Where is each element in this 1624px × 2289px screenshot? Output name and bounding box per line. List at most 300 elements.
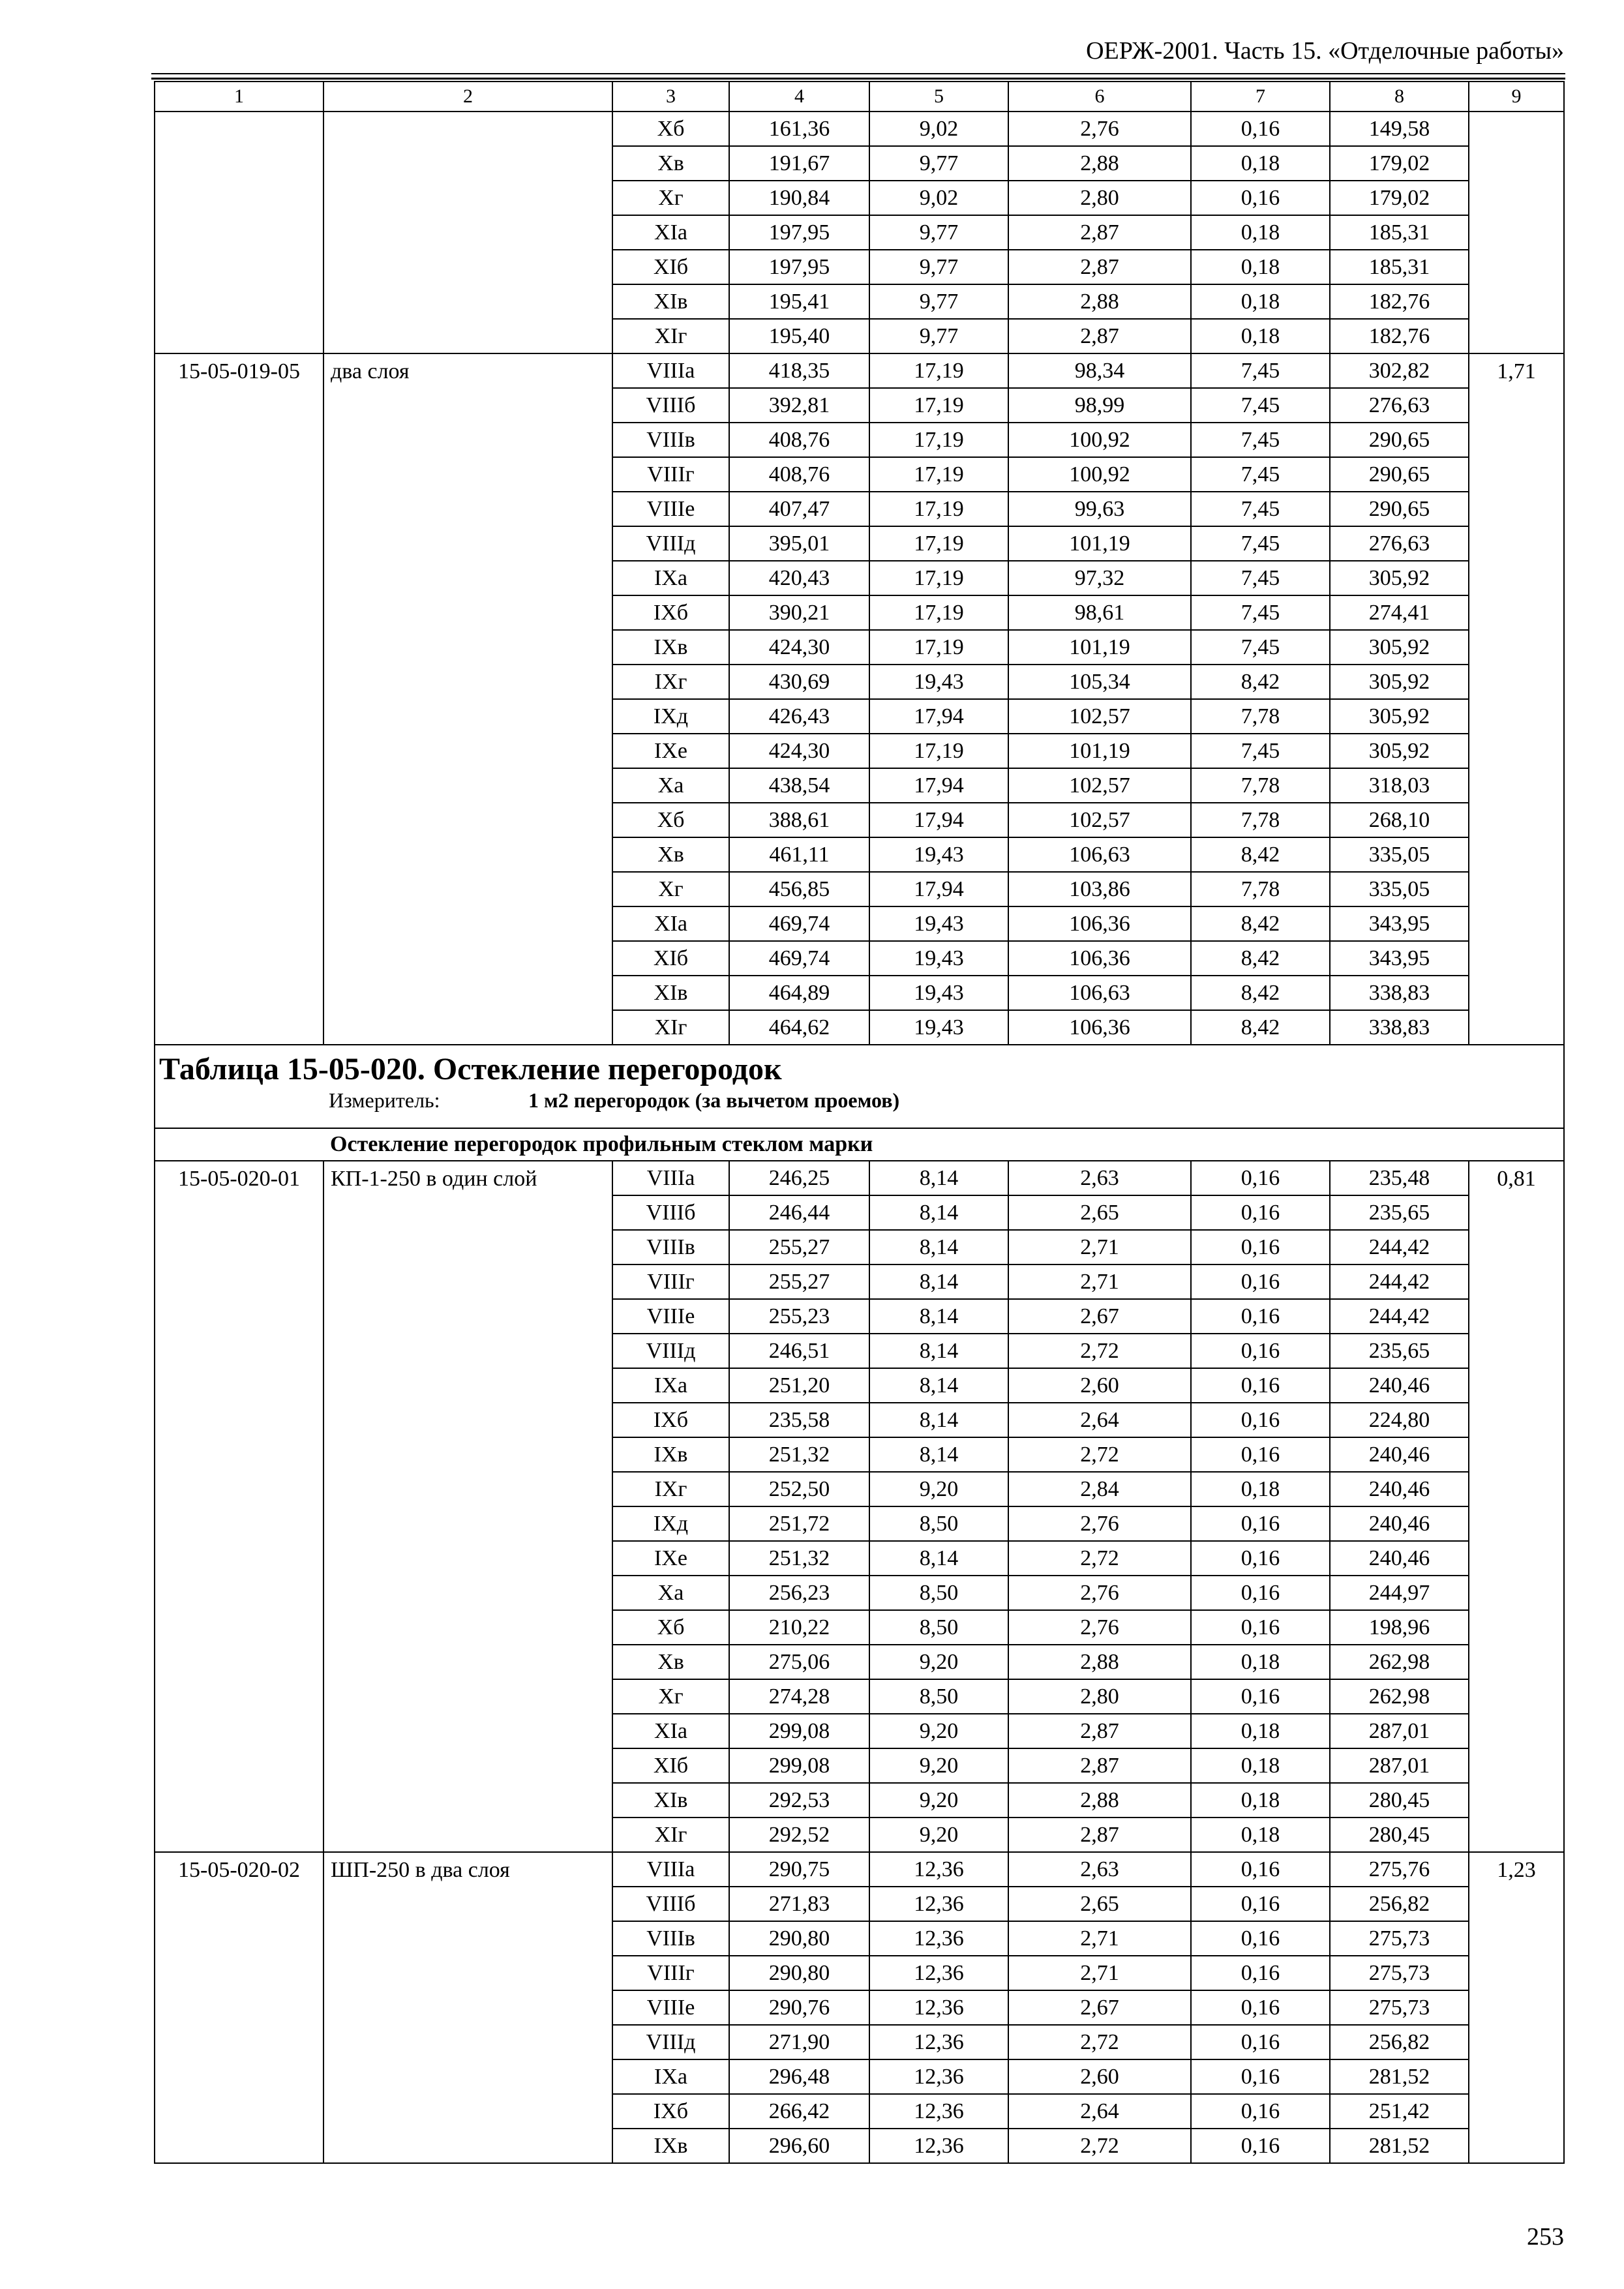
material-cost-cell: 240,46: [1330, 1506, 1469, 1541]
section-header-cell: [155, 1045, 1564, 1128]
material-cost-cell: 198,96: [1330, 1610, 1469, 1645]
operator-wage-cell: 0,16: [1191, 1541, 1330, 1576]
labor-wage-cell: 8,14: [869, 1541, 1008, 1576]
material-cost-cell: 305,92: [1330, 630, 1469, 665]
operator-wage-cell: 8,42: [1191, 941, 1330, 976]
machine-cost-cell: 2,87: [1008, 250, 1191, 284]
table-row: [155, 1852, 1564, 1887]
labor-wage-cell: 9,02: [869, 181, 1008, 215]
operator-wage-cell: 0,16: [1191, 1334, 1330, 1368]
operator-wage-cell: 0,18: [1191, 284, 1330, 319]
material-cost-cell: 302,82: [1330, 353, 1469, 388]
operator-wage-cell: 0,18: [1191, 146, 1330, 181]
operator-wage-cell: 0,16: [1191, 2129, 1330, 2163]
material-cost-cell: 281,52: [1330, 2059, 1469, 2094]
material-cost-cell: 280,45: [1330, 1818, 1469, 1852]
material-cost-cell: 335,05: [1330, 837, 1469, 872]
material-cost-cell: 305,92: [1330, 734, 1469, 768]
machine-cost-cell: 2,71: [1008, 1921, 1191, 1956]
machine-cost-cell: 102,57: [1008, 803, 1191, 837]
direct-cost-cell: 424,30: [729, 734, 869, 768]
labor-wage-cell: 17,19: [869, 630, 1008, 665]
zone-code-cell: IXа: [612, 2059, 729, 2094]
labor-wage-cell: 8,14: [869, 1230, 1008, 1264]
rate-name-cell: КП-1-250 в один слой: [323, 1161, 612, 1852]
operator-wage-cell: 0,18: [1191, 1472, 1330, 1506]
labor-wage-cell: 8,14: [869, 1403, 1008, 1437]
direct-cost-cell: 461,11: [729, 837, 869, 872]
machine-cost-cell: 2,76: [1008, 1576, 1191, 1610]
labor-wage-cell: 9,77: [869, 319, 1008, 353]
labor-wage-cell: 17,94: [869, 803, 1008, 837]
table-row: [155, 1161, 1564, 1195]
machine-cost-cell: 2,71: [1008, 1956, 1191, 1990]
material-cost-cell: 262,98: [1330, 1645, 1469, 1679]
zone-code-cell: Xв: [612, 146, 729, 181]
operator-wage-cell: 0,16: [1191, 1437, 1330, 1472]
direct-cost-cell: 290,80: [729, 1921, 869, 1956]
zone-code-cell: VIIIд: [612, 2025, 729, 2059]
material-cost-cell: 224,80: [1330, 1403, 1469, 1437]
machine-cost-cell: 106,36: [1008, 906, 1191, 941]
operator-wage-cell: 8,42: [1191, 906, 1330, 941]
section-header-row: [155, 1045, 1564, 1128]
machine-cost-cell: 2,88: [1008, 284, 1191, 319]
machine-cost-cell: 100,92: [1008, 423, 1191, 457]
labor-wage-cell: 19,43: [869, 837, 1008, 872]
direct-cost-cell: 255,27: [729, 1230, 869, 1264]
material-cost-cell: 343,95: [1330, 941, 1469, 976]
material-cost-cell: 182,76: [1330, 284, 1469, 319]
labor-wage-cell: 17,94: [869, 699, 1008, 734]
operator-wage-cell: 7,45: [1191, 630, 1330, 665]
direct-cost-cell: 235,58: [729, 1403, 869, 1437]
direct-cost-cell: 161,36: [729, 112, 869, 146]
direct-cost-cell: 290,75: [729, 1852, 869, 1887]
machine-cost-cell: 102,57: [1008, 699, 1191, 734]
zone-code-cell: Xб: [612, 803, 729, 837]
machine-cost-cell: 2,76: [1008, 1610, 1191, 1645]
column-number-2: 2: [323, 82, 612, 112]
zone-code-cell: IXв: [612, 2129, 729, 2163]
machine-cost-cell: 103,86: [1008, 872, 1191, 906]
direct-cost-cell: 418,35: [729, 353, 869, 388]
labor-wage-cell: 8,14: [869, 1437, 1008, 1472]
labor-wage-cell: 19,43: [869, 665, 1008, 699]
labor-wage-cell: 9,77: [869, 250, 1008, 284]
direct-cost-cell: 255,23: [729, 1299, 869, 1334]
machine-cost-cell: 97,32: [1008, 561, 1191, 595]
operator-wage-cell: 0,16: [1191, 1610, 1330, 1645]
zone-code-cell: VIIIг: [612, 1956, 729, 1990]
material-cost-cell: 240,46: [1330, 1472, 1469, 1506]
direct-cost-cell: 407,47: [729, 492, 869, 526]
material-cost-cell: 290,65: [1330, 457, 1469, 492]
zone-code-cell: IXд: [612, 699, 729, 734]
direct-cost-cell: 430,69: [729, 665, 869, 699]
direct-cost-cell: 392,81: [729, 388, 869, 423]
machine-cost-cell: 2,63: [1008, 1161, 1191, 1195]
zone-code-cell: VIIIб: [612, 1195, 729, 1230]
zone-code-cell: VIIIв: [612, 1921, 729, 1956]
machine-cost-cell: 2,65: [1008, 1195, 1191, 1230]
operator-wage-cell: 0,16: [1191, 1956, 1330, 1990]
labor-wage-cell: 9,20: [869, 1645, 1008, 1679]
labor-wage-cell: 17,94: [869, 768, 1008, 803]
operator-wage-cell: 0,16: [1191, 1852, 1330, 1887]
zone-code-cell: IXв: [612, 630, 729, 665]
labor-wage-cell: 17,19: [869, 595, 1008, 630]
labor-wage-cell: 9,20: [869, 1748, 1008, 1783]
labor-wage-cell: 8,50: [869, 1610, 1008, 1645]
rate-name-cell: два слоя: [323, 353, 612, 1045]
zone-code-cell: VIIIе: [612, 1299, 729, 1334]
material-cost-cell: 287,01: [1330, 1748, 1469, 1783]
machine-cost-cell: 99,63: [1008, 492, 1191, 526]
machine-cost-cell: 98,61: [1008, 595, 1191, 630]
direct-cost-cell: 251,32: [729, 1437, 869, 1472]
material-cost-cell: 244,42: [1330, 1230, 1469, 1264]
zone-code-cell: XIг: [612, 1818, 729, 1852]
machine-cost-cell: 2,87: [1008, 215, 1191, 250]
operator-wage-cell: 8,42: [1191, 1010, 1330, 1045]
material-cost-cell: 305,92: [1330, 561, 1469, 595]
measure-line: [159, 1088, 1559, 1117]
table-row: [155, 112, 1564, 146]
direct-cost-cell: 290,80: [729, 1956, 869, 1990]
machine-cost-cell: 2,64: [1008, 1403, 1191, 1437]
operator-wage-cell: 7,45: [1191, 457, 1330, 492]
operator-wage-cell: 7,45: [1191, 595, 1330, 630]
labor-wage-cell: 17,19: [869, 492, 1008, 526]
rate-code-cell: 15-05-020-01: [155, 1161, 323, 1852]
rate-code-cell: 15-05-019-05: [155, 353, 323, 1045]
labor-wage-cell: 8,50: [869, 1506, 1008, 1541]
direct-cost-cell: 420,43: [729, 561, 869, 595]
zone-code-cell: VIIIб: [612, 388, 729, 423]
zone-code-cell: IXе: [612, 1541, 729, 1576]
labor-wage-cell: 17,19: [869, 561, 1008, 595]
direct-cost-cell: 292,52: [729, 1818, 869, 1852]
labor-wage-cell: 8,14: [869, 1334, 1008, 1368]
material-cost-cell: 262,98: [1330, 1679, 1469, 1714]
measure-label: Измеритель:: [329, 1088, 440, 1112]
material-cost-cell: 318,03: [1330, 768, 1469, 803]
direct-cost-cell: 197,95: [729, 250, 869, 284]
machine-cost-cell: 105,34: [1008, 665, 1191, 699]
machine-cost-cell: 100,92: [1008, 457, 1191, 492]
measure-value: 1 м2 перегородок (за вычетом проемов): [528, 1088, 900, 1112]
operator-wage-cell: 0,16: [1191, 1990, 1330, 2025]
direct-cost-cell: 197,95: [729, 215, 869, 250]
material-cost-cell: 244,42: [1330, 1264, 1469, 1299]
machine-cost-cell: 2,63: [1008, 1852, 1191, 1887]
material-cost-cell: 240,46: [1330, 1541, 1469, 1576]
direct-cost-cell: 246,51: [729, 1334, 869, 1368]
direct-cost-cell: 191,67: [729, 146, 869, 181]
operator-wage-cell: 0,18: [1191, 215, 1330, 250]
zone-code-cell: XIг: [612, 1010, 729, 1045]
column-number-9: 9: [1469, 82, 1564, 112]
labor-wage-cell: 9,20: [869, 1714, 1008, 1748]
operator-wage-cell: 7,78: [1191, 872, 1330, 906]
material-cost-cell: 274,41: [1330, 595, 1469, 630]
direct-cost-cell: 456,85: [729, 872, 869, 906]
zone-code-cell: Xв: [612, 1645, 729, 1679]
zone-code-cell: Xв: [612, 837, 729, 872]
zone-code-cell: XIб: [612, 250, 729, 284]
column-number-3: 3: [612, 82, 729, 112]
labor-wage-cell: 8,14: [869, 1264, 1008, 1299]
labor-wage-cell: 9,77: [869, 146, 1008, 181]
page-number: 253: [1527, 2223, 1564, 2251]
column-number-5: 5: [869, 82, 1008, 112]
machine-cost-cell: 2,87: [1008, 1748, 1191, 1783]
operator-wage-cell: 0,18: [1191, 1818, 1330, 1852]
material-cost-cell: 244,97: [1330, 1576, 1469, 1610]
direct-cost-cell: 271,83: [729, 1887, 869, 1921]
operator-wage-cell: 0,18: [1191, 1748, 1330, 1783]
direct-cost-cell: 275,06: [729, 1645, 869, 1679]
operator-wage-cell: 0,16: [1191, 1576, 1330, 1610]
operator-wage-cell: 8,42: [1191, 665, 1330, 699]
zone-code-cell: VIIIе: [612, 1990, 729, 2025]
labor-wage-cell: 17,19: [869, 734, 1008, 768]
material-cost-cell: 182,76: [1330, 319, 1469, 353]
operator-wage-cell: 7,45: [1191, 388, 1330, 423]
labor-wage-cell: 9,77: [869, 284, 1008, 319]
operator-wage-cell: 0,18: [1191, 1783, 1330, 1818]
direct-cost-cell: 388,61: [729, 803, 869, 837]
operator-wage-cell: 0,16: [1191, 1161, 1330, 1195]
header-rule: [151, 73, 1565, 74]
zone-code-cell: IXа: [612, 561, 729, 595]
labor-wage-cell: 12,36: [869, 2025, 1008, 2059]
operator-wage-cell: 0,16: [1191, 1299, 1330, 1334]
operator-wage-cell: 0,16: [1191, 181, 1330, 215]
material-cost-cell: 275,73: [1330, 1990, 1469, 2025]
labor-wage-cell: 9,20: [869, 1818, 1008, 1852]
direct-cost-cell: 296,48: [729, 2059, 869, 2094]
direct-cost-cell: 195,41: [729, 284, 869, 319]
machine-cost-cell: 2,71: [1008, 1264, 1191, 1299]
machine-cost-cell: 2,87: [1008, 319, 1191, 353]
material-cost-cell: 281,52: [1330, 2129, 1469, 2163]
zone-code-cell: XIв: [612, 1783, 729, 1818]
operator-wage-cell: 0,18: [1191, 319, 1330, 353]
labor-wage-cell: 17,94: [869, 872, 1008, 906]
zone-code-cell: XIб: [612, 1748, 729, 1783]
labor-wage-cell: 12,36: [869, 1921, 1008, 1956]
machine-cost-cell: 2,76: [1008, 112, 1191, 146]
column-number-6: 6: [1008, 82, 1191, 112]
labor-wage-cell: 9,20: [869, 1783, 1008, 1818]
zone-code-cell: IXд: [612, 1506, 729, 1541]
labor-wage-cell: 9,02: [869, 112, 1008, 146]
material-cost-cell: 287,01: [1330, 1714, 1469, 1748]
machine-cost-cell: 2,88: [1008, 1783, 1191, 1818]
operator-wage-cell: 0,16: [1191, 1506, 1330, 1541]
zone-code-cell: VIIIб: [612, 1887, 729, 1921]
material-cost-cell: 276,63: [1330, 388, 1469, 423]
operator-wage-cell: 0,18: [1191, 250, 1330, 284]
zone-code-cell: Xа: [612, 768, 729, 803]
machine-cost-cell: 2,88: [1008, 1645, 1191, 1679]
zone-code-cell: XIа: [612, 1714, 729, 1748]
labor-wage-cell: 19,43: [869, 941, 1008, 976]
code-cell: [155, 112, 323, 353]
material-cost-cell: 185,31: [1330, 250, 1469, 284]
operator-wage-cell: 7,45: [1191, 353, 1330, 388]
labor-wage-cell: 12,36: [869, 2094, 1008, 2129]
operator-wage-cell: 7,45: [1191, 561, 1330, 595]
material-cost-cell: 244,42: [1330, 1299, 1469, 1334]
material-cost-cell: 275,76: [1330, 1852, 1469, 1887]
direct-cost-cell: 299,08: [729, 1748, 869, 1783]
material-cost-cell: 240,46: [1330, 1437, 1469, 1472]
operator-wage-cell: 0,16: [1191, 1230, 1330, 1264]
material-cost-cell: 235,48: [1330, 1161, 1469, 1195]
direct-cost-cell: 252,50: [729, 1472, 869, 1506]
zone-code-cell: XIа: [612, 906, 729, 941]
machine-cost-cell: 2,64: [1008, 2094, 1191, 2129]
zone-code-cell: XIб: [612, 941, 729, 976]
zone-code-cell: Xг: [612, 181, 729, 215]
machine-cost-cell: 98,99: [1008, 388, 1191, 423]
material-cost-cell: 305,92: [1330, 699, 1469, 734]
material-cost-cell: 275,73: [1330, 1921, 1469, 1956]
operator-wage-cell: 0,16: [1191, 1679, 1330, 1714]
direct-cost-cell: 395,01: [729, 526, 869, 561]
zone-code-cell: XIв: [612, 976, 729, 1010]
material-cost-cell: 335,05: [1330, 872, 1469, 906]
zone-code-cell: XIв: [612, 284, 729, 319]
operator-wage-cell: 7,45: [1191, 526, 1330, 561]
machine-cost-cell: 106,63: [1008, 837, 1191, 872]
labor-wage-cell: 8,14: [869, 1161, 1008, 1195]
machine-cost-cell: 2,87: [1008, 1714, 1191, 1748]
zone-code-cell: Xг: [612, 1679, 729, 1714]
operator-wage-cell: 0,16: [1191, 1921, 1330, 1956]
operator-wage-cell: 7,45: [1191, 423, 1330, 457]
direct-cost-cell: 292,53: [729, 1783, 869, 1818]
direct-cost-cell: 195,40: [729, 319, 869, 353]
operator-wage-cell: 0,16: [1191, 1195, 1330, 1230]
labor-wage-cell: 8,50: [869, 1576, 1008, 1610]
rate-code-cell: 15-05-020-02: [155, 1852, 323, 2163]
labor-wage-cell: 8,14: [869, 1299, 1008, 1334]
material-cost-cell: 240,46: [1330, 1368, 1469, 1403]
direct-cost-cell: 251,72: [729, 1506, 869, 1541]
machine-cost-cell: 2,84: [1008, 1472, 1191, 1506]
running-header: ОЕРЖ-2001. Часть 15. «Отделочные работы»: [1086, 37, 1564, 65]
machine-cost-cell: 102,57: [1008, 768, 1191, 803]
machine-cost-cell: 2,76: [1008, 1506, 1191, 1541]
table-row: [155, 353, 1564, 388]
machine-cost-cell: 2,71: [1008, 1230, 1191, 1264]
direct-cost-cell: 255,27: [729, 1264, 869, 1299]
zone-code-cell: Xа: [612, 1576, 729, 1610]
material-cost-cell: 338,83: [1330, 976, 1469, 1010]
zone-code-cell: IXг: [612, 665, 729, 699]
operator-wage-cell: 7,78: [1191, 699, 1330, 734]
labor-wage-cell: 17,19: [869, 423, 1008, 457]
coefficient-cell: 1,71: [1469, 353, 1564, 1045]
direct-cost-cell: 251,20: [729, 1368, 869, 1403]
material-cost-cell: 268,10: [1330, 803, 1469, 837]
machine-cost-cell: 2,67: [1008, 1299, 1191, 1334]
direct-cost-cell: 426,43: [729, 699, 869, 734]
labor-wage-cell: 8,14: [869, 1368, 1008, 1403]
machine-cost-cell: 2,60: [1008, 1368, 1191, 1403]
zone-code-cell: Xг: [612, 872, 729, 906]
coefficient-cell: 1,23: [1469, 1852, 1564, 2163]
operator-wage-cell: 7,45: [1191, 492, 1330, 526]
zone-code-cell: VIIIе: [612, 492, 729, 526]
direct-cost-cell: 246,44: [729, 1195, 869, 1230]
zone-code-cell: Xб: [612, 112, 729, 146]
machine-cost-cell: 2,80: [1008, 181, 1191, 215]
operator-wage-cell: 0,16: [1191, 112, 1330, 146]
zone-code-cell: VIIIд: [612, 526, 729, 561]
operator-wage-cell: 0,16: [1191, 1887, 1330, 1921]
zone-code-cell: IXе: [612, 734, 729, 768]
material-cost-cell: 179,02: [1330, 181, 1469, 215]
col9-cell: [1469, 112, 1564, 353]
machine-cost-cell: 2,87: [1008, 1818, 1191, 1852]
zone-code-cell: VIIIг: [612, 457, 729, 492]
direct-cost-cell: 210,22: [729, 1610, 869, 1645]
direct-cost-cell: 390,21: [729, 595, 869, 630]
direct-cost-cell: 408,76: [729, 423, 869, 457]
machine-cost-cell: 2,60: [1008, 2059, 1191, 2094]
machine-cost-cell: 2,65: [1008, 1887, 1191, 1921]
labor-wage-cell: 17,19: [869, 388, 1008, 423]
column-number-4: 4: [729, 82, 869, 112]
labor-wage-cell: 9,20: [869, 1472, 1008, 1506]
zone-code-cell: IXг: [612, 1472, 729, 1506]
operator-wage-cell: 7,45: [1191, 734, 1330, 768]
direct-cost-cell: 464,62: [729, 1010, 869, 1045]
zone-code-cell: VIIIд: [612, 1334, 729, 1368]
material-cost-cell: 235,65: [1330, 1334, 1469, 1368]
machine-cost-cell: 2,72: [1008, 2025, 1191, 2059]
machine-cost-cell: 2,88: [1008, 146, 1191, 181]
operator-wage-cell: 0,16: [1191, 2025, 1330, 2059]
direct-cost-cell: 464,89: [729, 976, 869, 1010]
machine-cost-cell: 98,34: [1008, 353, 1191, 388]
machine-cost-cell: 101,19: [1008, 526, 1191, 561]
operator-wage-cell: 7,78: [1191, 768, 1330, 803]
direct-cost-cell: 266,42: [729, 2094, 869, 2129]
labor-wage-cell: 12,36: [869, 1956, 1008, 1990]
material-cost-cell: 280,45: [1330, 1783, 1469, 1818]
zone-code-cell: IXб: [612, 2094, 729, 2129]
zone-code-cell: IXв: [612, 1437, 729, 1472]
header-rule-double: [151, 78, 1565, 80]
labor-wage-cell: 12,36: [869, 1852, 1008, 1887]
machine-cost-cell: 2,72: [1008, 1437, 1191, 1472]
zone-code-cell: IXа: [612, 1368, 729, 1403]
material-cost-cell: 305,92: [1330, 665, 1469, 699]
material-cost-cell: 251,42: [1330, 2094, 1469, 2129]
column-number-8: 8: [1330, 82, 1469, 112]
operator-wage-cell: 0,16: [1191, 1264, 1330, 1299]
machine-cost-cell: 2,67: [1008, 1990, 1191, 2025]
column-number-1: 1: [155, 82, 323, 112]
column-number-7: 7: [1191, 82, 1330, 112]
operator-wage-cell: 8,42: [1191, 837, 1330, 872]
